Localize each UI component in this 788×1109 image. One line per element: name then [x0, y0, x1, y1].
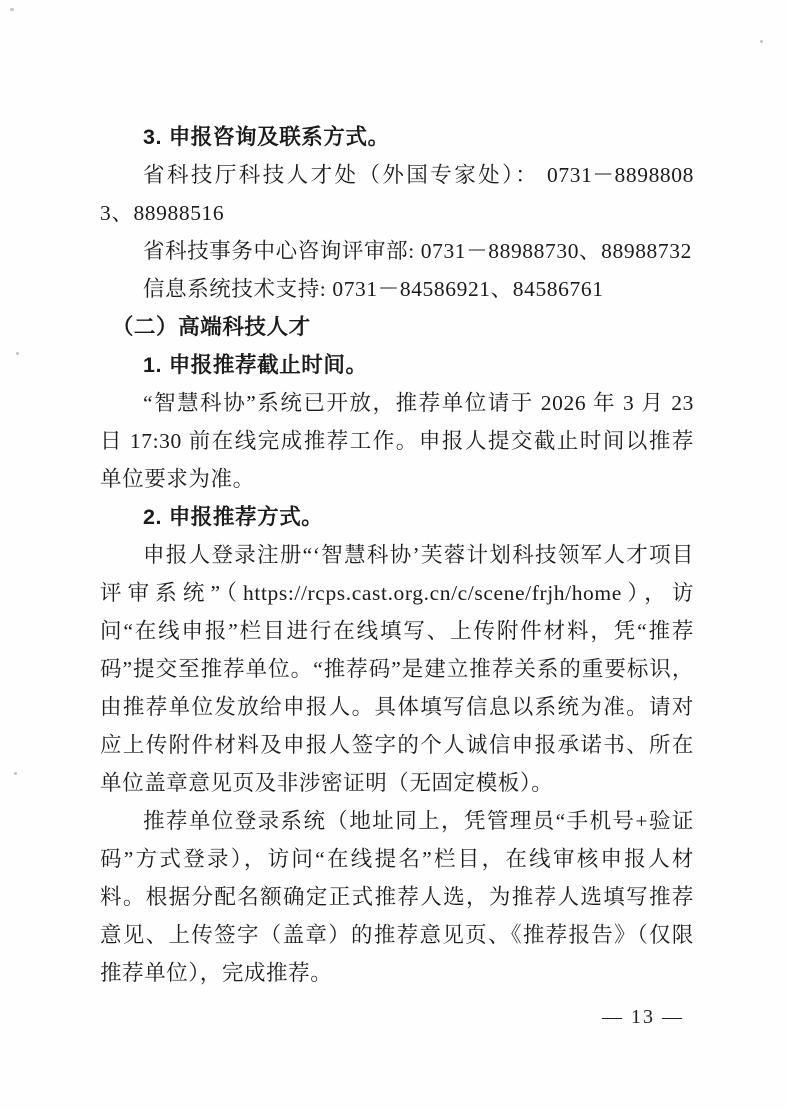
scan-artifact	[10, 8, 14, 11]
scan-artifact	[16, 352, 19, 355]
scan-artifact	[760, 40, 763, 43]
section-heading-high-end-talent: （二）高端科技人才	[111, 315, 311, 339]
para-recommender-procedure: 推荐单位登录系统（地址同上，凭管理员“手机号+验证码”方式登录），访问“在线提名”栏目，在线审核申报人材料。根据分配名额确定正式推荐人选，为推荐人选填写推荐意见、上传签字（盖章）的推荐意见页、《推荐报告》（仅限推荐单位），完成推荐。	[100, 809, 694, 985]
heading-contact-info: 3. 申报咨询及联系方式。	[143, 125, 390, 149]
para-phone-tech-support: 信息系统技术支持: 0731－84586921、84586761	[143, 277, 604, 301]
heading-deadline: 1. 申报推荐截止时间。	[143, 353, 368, 377]
para-deadline-detail: “智慧科协”系统已开放，推荐单位请于 2026 年 3 月 23 日 17:30 前在线完成推荐工作。申报人提交截止时间以推荐单位要求为准。	[100, 391, 694, 491]
para-applicant-procedure: 申报人登录注册“‘智慧科协’芙蓉计划科技领军人才项目评审系统”（https://rcps.cast.org.cn/c/scene/frjh/home），访问“在线申报”栏目进行在线填写、上传附件材料，凭“推荐码”提交至推荐单位。“推荐码”是建立推荐关系的重要标识，由推荐单位发放给申报人。具体填写信息以系统为准。请对应上传附件材料及申报人签字的个人诚信申报承诺书、所在单位盖章意见页及非涉密证明（无固定模板）。	[100, 543, 694, 795]
para-phone-talent-office: 省科技厅科技人才处（外国专家处）： 0731－88988083、88988516	[100, 163, 694, 225]
page-number: — 13 —	[602, 1006, 684, 1028]
scan-artifact	[14, 772, 17, 775]
para-phone-review-dept: 省科技事务中心咨询评审部: 0731－88988730、88988732	[143, 239, 692, 263]
heading-application-method: 2. 申报推荐方式。	[143, 505, 324, 529]
